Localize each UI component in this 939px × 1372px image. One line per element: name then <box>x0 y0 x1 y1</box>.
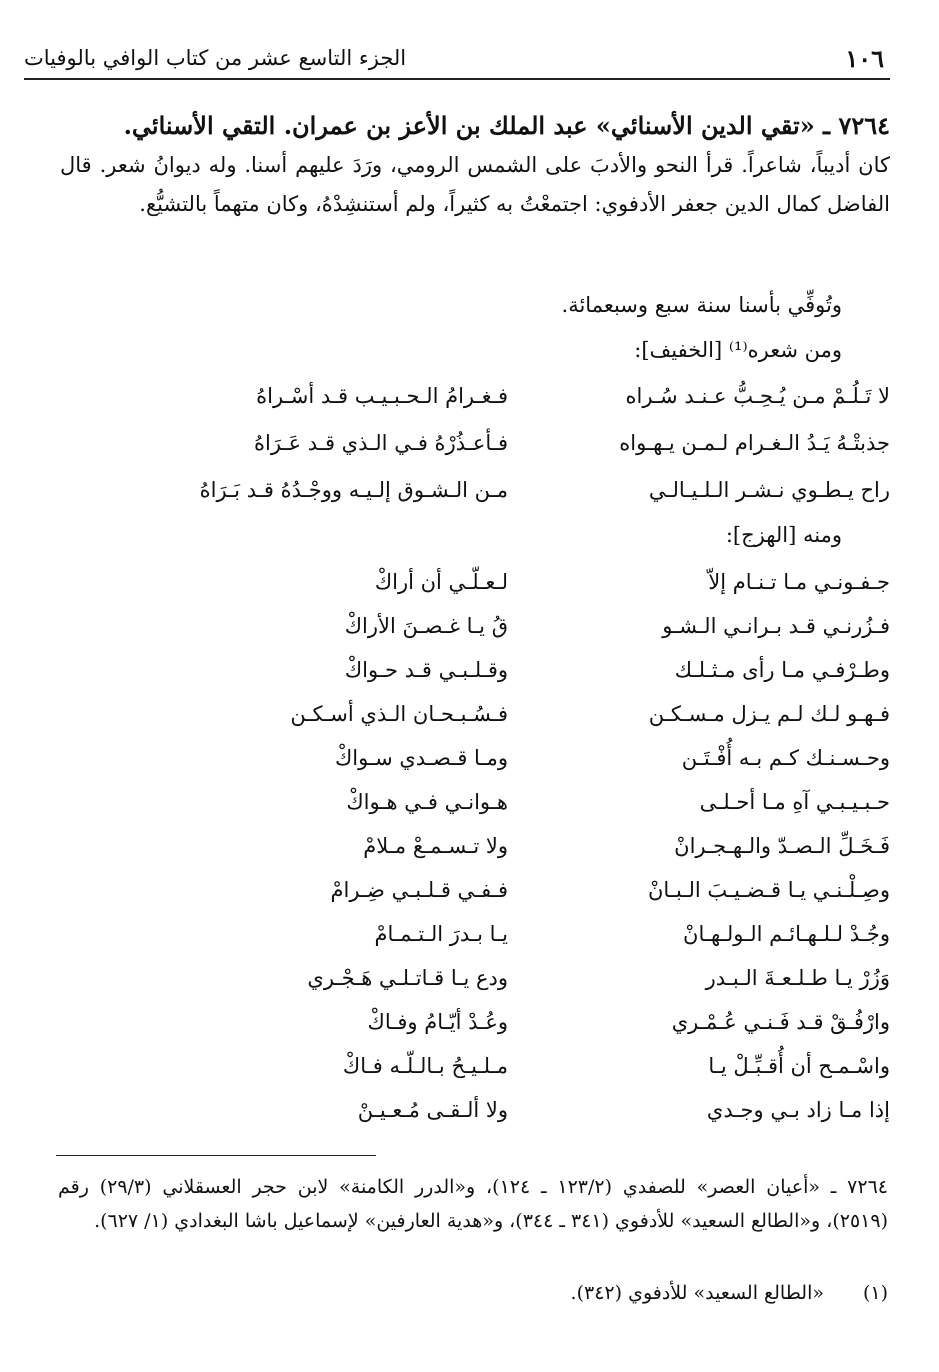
first-hemistich: جذبتْـهُ يَـدُ الـغـرام لـمـن يـهـواه <box>619 430 890 455</box>
page-number: ١٠٦ <box>845 43 884 73</box>
poem1 <box>60 372 890 513</box>
verse-line <box>60 1088 890 1132</box>
second-hemistich: ولا ألـقـى مُـعـيـنْ <box>357 1098 508 1122</box>
first-hemistich: فَـخَـلِّ الـصـدّ والـهـجـرانْ <box>674 834 890 858</box>
poem2 <box>60 560 890 1132</box>
second-hemistich: ومـا قـصـدي سـواكْ <box>334 746 508 770</box>
first-hemistich: وجُـدْ لـلـهـائـم الـولـهـانْ <box>683 922 890 946</box>
running-head: الجزء التاسع عشر من كتاب الوافي بالوفيات <box>24 46 407 70</box>
second-hemistich: وعُـدْ أيّـامُ وفـاكْ <box>367 1010 508 1034</box>
verse-line <box>60 736 890 780</box>
footnote-sources: ٧٢٦٤ ـ «أعيان العصر» للصفدي (١٢٣/٢ ـ ١٢٤)، و«الدرر الكامنة» لابن حجر العسقلاني (٢٩/٣) رقم (٢٥١٩)، و«الطالع السعيد» للأدفوي (٣٤١ ـ ٣٤٤)، و«هدية العارفين» لإسماعيل باشا البغدادي (١/ ٦٢٧). <box>58 1176 888 1232</box>
verse-line <box>60 780 890 824</box>
second-hemistich: يـا بـدرَ الـتـمـامْ <box>374 922 508 946</box>
first-hemistich: راح يـطـوي نـشـر الـلـيـالـي <box>648 477 890 502</box>
verse-line <box>60 824 890 868</box>
second-hemistich: فـفـي قـلـبـي ضِـرامْ <box>330 878 508 902</box>
footnote-rule <box>56 1155 376 1156</box>
first-hemistich: فـهـو لـك لـم يـزل مـسـكـن <box>648 702 890 726</box>
first-hemistich: إذا مـا زاد بـي وجـدي <box>706 1098 890 1122</box>
verse-line <box>60 912 890 956</box>
first-hemistich: وصِـلْـنـي يـا قـضـيـبَ الـبـانْ <box>647 878 890 902</box>
second-hemistich: ولا تـسـمـعْ مـلامْ <box>363 834 508 858</box>
verse-line <box>60 1000 890 1044</box>
first-hemistich: واسْـمـح أن أُقـبِّـلْ يـا <box>708 1054 890 1078</box>
verse-line <box>60 692 890 736</box>
first-hemistich: لا تَـلُـمْ مـن يُـحِـبُّ عـنـد سُـراه <box>625 383 890 408</box>
verse-line <box>60 372 890 419</box>
second-hemistich: فـأعـذُرْهُ فـي الـذي قـد عَـرَاهُ <box>254 430 508 455</box>
verse-line <box>60 868 890 912</box>
second-hemistich: مـلـيـحُ بـالـلّـه فـاكْ <box>342 1054 508 1078</box>
first-hemistich: وارْفُـقْ قـد فَـنـي عُـمْـري <box>671 1010 890 1034</box>
verse-line <box>60 648 890 692</box>
verse-line <box>60 560 890 604</box>
first-hemistich: جـفـونـي مـا تـنـام إلاّ <box>708 570 890 594</box>
footnote-marker: (١) <box>862 1282 888 1304</box>
second-hemistich: ودع يـا قـاتـلـي هَـجْـري <box>307 966 508 990</box>
entry-title: ٧٢٦٤ ـ «تقي الدين الأسنائي» عبد الملك بن الأعز بن عمران. التقي الأسنائي. <box>123 111 890 140</box>
first-hemistich: فـزُرنـي قـد بـرانـي الـشـو <box>662 614 890 638</box>
footnote-1 <box>58 1276 888 1310</box>
verse-line <box>60 956 890 1000</box>
verse-line <box>60 419 890 466</box>
verse-line <box>60 466 890 513</box>
second-hemistich: مـن الـشـوق إلـيـه ووجْـدُهُ قـد بَـرَاهُ <box>199 477 508 502</box>
poem1-intro: ومن شعره⁽¹⁾ [الخفيف]: <box>634 338 842 362</box>
first-hemistich: وحـسـنـك كـم بـه أُفْـتَـن <box>681 746 890 770</box>
poem2-intro: ومنه [الهزج]: <box>725 523 842 547</box>
second-hemistich: فـغـرامُ الـحـبـيـب قـد أسْـراهُ <box>256 383 508 408</box>
verse-line <box>60 1044 890 1088</box>
page-header <box>24 38 890 80</box>
footnote-text: «الطالع السعيد» للأدفوي (٣٤٢). <box>570 1282 824 1304</box>
second-hemistich: وقـلـبـي قـد حـواكْ <box>344 658 508 682</box>
death-note: وتُوفِّي بأسنا سنة سبع وسبعمائة. <box>561 293 842 317</box>
second-hemistich: لـعـلّـي أن أراكْ <box>374 570 508 594</box>
verse-line <box>60 604 890 648</box>
second-hemistich: قُ يـا غـصـنَ الأراكْ <box>344 614 508 638</box>
first-hemistich: حـبـيـبـي آهِ مـا أحـلـى <box>699 790 890 814</box>
first-hemistich: وطـرْفـي مـا رأى مـثـلـك <box>674 658 890 682</box>
entry-body: كان أديباً، شاعراً. قرأ النحو والأدبَ على الشمس الرومي، ورَدَ عليهم أسنا. وله ديوانُ شعر. قال الفاضل كمال الدين جعفر الأدفوي: اجتمعْتُ به كثيراً، ولم أستنشِدْهُ، وكان متهماً بالتشيُّع. <box>60 153 890 216</box>
second-hemistich: هـوانـي فـي هـواكْ <box>346 790 508 814</box>
first-hemistich: وَزُرْ يـا طـلـعـةَ الـبـدر <box>705 966 890 990</box>
second-hemistich: فـسُـبـحـان الـذي أسـكـن <box>290 702 508 726</box>
